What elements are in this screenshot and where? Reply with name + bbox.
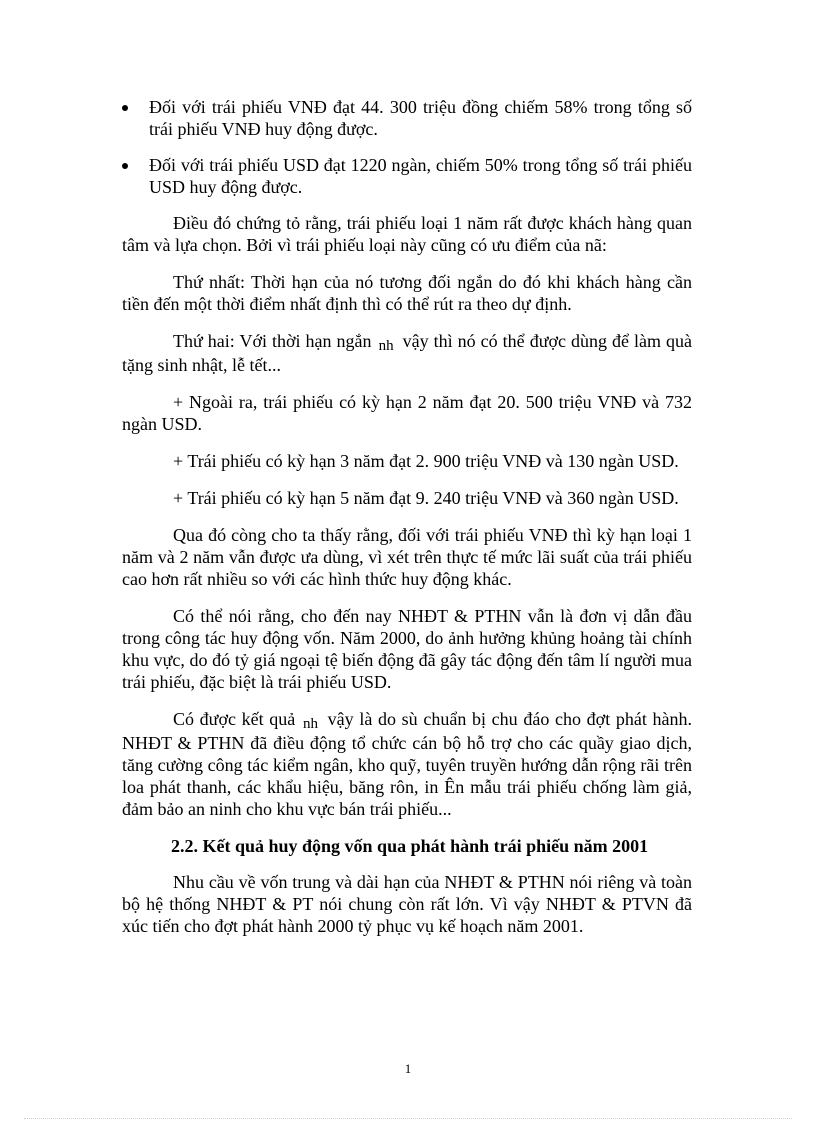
bullet-item [122, 154, 692, 198]
paragraph [122, 330, 692, 376]
paragraph: + Trái phiếu có kỳ hạn 3 năm đạt 2. 900 triệu VNĐ và 130 ngàn USD. [173, 451, 679, 471]
paragraph-text: Thứ hai: Với thời hạn ngắn [173, 331, 372, 351]
paragraph-text: vậy là do sù chuẩn bị chu đáo cho đợt phát hành. NHĐT & PTHN đã điều động tổ chức cán bộ hỗ trợ cho các quầy giao dịch, tăng cường công tác kiểm ngân, kho quỹ, tuyên truyền hướng dẫn rộng rãi trên loa phát thanh, các khẩu hiệu, băng rôn, in Ên mẫu trái phiếu chống làm giả, đảm bảo an ninh cho khu vực bán trái phiếu... [122, 709, 693, 819]
paragraph: Có thể nói rằng, cho đến nay NHĐT & PTHN vẫn là đơn vị dẫn đầu trong công tác huy động vốn. Năm 2000, do ảnh hưởng khủng hoảng tài chính khu vực, do đó tỷ giá ngoại tệ biến động đã gây tác động đến tâm lí người mua trái phiếu, đặc biệt là trái phiếu USD. [122, 606, 692, 692]
bullet-dot-icon [122, 163, 128, 169]
page-bottom-divider [24, 1118, 792, 1119]
stray-fragment: nh [378, 338, 394, 354]
bullet-text: Đối với trái phiếu USD đạt 1220 ngàn, chiếm 50% trong tổng số trái phiếu USD huy động được. [149, 155, 692, 197]
paragraph: Qua đó còng cho ta thấy rằng, đối với trái phiếu VNĐ thì kỳ hạn loại 1 năm và 2 năm vẫn được ưa dùng, vì xét trên thực tế mức lãi suất của trái phiếu cao hơn rất nhiều so với các hình thức huy động khác. [122, 525, 692, 589]
paragraph: Nhu cầu về vốn trung và dài hạn của NHĐT & PTHN nói riêng và toàn bộ hệ thống NHĐT & PT nói chung còn rất lớn. Vì vậy NHĐT & PTVN đã xúc tiến cho đợt phát hành 2000 tỷ phục vụ kế hoạch năm 2001. [122, 872, 692, 936]
paragraph: Thứ nhất: Thời hạn của nó tương đối ngắn do đó khi khách hàng cần tiền đến một thời điểm nhất định thì có thể rút ra theo dự định. [122, 272, 692, 314]
document-body [122, 96, 692, 952]
paragraph: + Ngoài ra, trái phiếu có kỳ hạn 2 năm đạt 20. 500 triệu VNĐ và 732 ngàn USD. [122, 392, 692, 434]
paragraph [122, 708, 692, 820]
paragraph: + Trái phiếu có kỳ hạn 5 năm đạt 9. 240 triệu VNĐ và 360 ngàn USD. [173, 488, 679, 508]
page-number: 1 [404, 1061, 412, 1076]
paragraph-text: Có được kết quả [173, 709, 296, 729]
bullet-text: Đối với trái phiếu VNĐ đạt 44. 300 triệu đồng chiếm 58% trong tổng số trái phiếu VNĐ huy động được. [149, 97, 692, 139]
bullet-dot-icon [122, 105, 128, 111]
paragraph: Điều đó chứng tỏ rằng, trái phiếu loại 1 năm rất được khách hàng quan tâm và lựa chọn. Bởi vì trái phiếu loại này cũng có ưu điểm của nã: [122, 213, 692, 255]
paragraph-text: vậy thì nó có thể được dùng để làm quà tặng sinh nhật, lễ tết... [122, 331, 693, 375]
bullet-item [122, 96, 692, 140]
section-heading: 2.2. Kết quả huy động vốn qua phát hành trái phiếu năm 2001 [171, 836, 649, 856]
stray-fragment: nh [302, 716, 318, 732]
